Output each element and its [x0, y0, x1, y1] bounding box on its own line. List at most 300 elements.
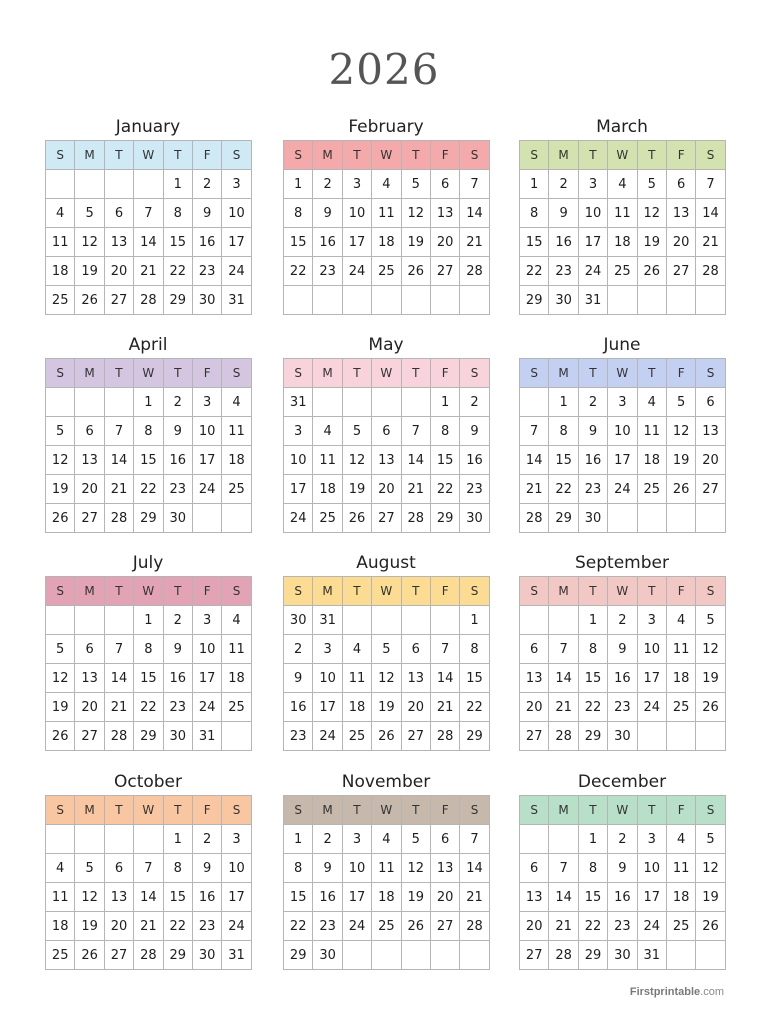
- day-cell: 5: [75, 199, 104, 228]
- day-cell: 11: [46, 883, 75, 912]
- day-cell: 22: [579, 912, 608, 941]
- day-cell: 10: [222, 199, 251, 228]
- day-cell: 20: [105, 257, 134, 286]
- day-cell: 5: [696, 825, 725, 854]
- weekday-header: S: [222, 577, 251, 606]
- day-cell: 27: [431, 912, 460, 941]
- day-cell: 19: [372, 693, 401, 722]
- day-cell: 18: [667, 883, 696, 912]
- year-title: 2026: [328, 45, 440, 94]
- day-cell: 7: [549, 854, 578, 883]
- day-cell: 15: [579, 664, 608, 693]
- day-cell: 23: [164, 693, 193, 722]
- day-cell: 10: [284, 446, 313, 475]
- day-cell: 2: [193, 170, 222, 199]
- day-cell: 12: [343, 446, 372, 475]
- day-cell: 27: [105, 941, 134, 970]
- day-cell: 10: [608, 417, 637, 446]
- month-grid: [519, 795, 726, 970]
- day-cell: 11: [372, 199, 401, 228]
- day-cell: 21: [134, 912, 163, 941]
- day-cell: 14: [460, 199, 489, 228]
- day-cell: 11: [343, 664, 372, 693]
- weekday-header: T: [343, 359, 372, 388]
- day-cell: 20: [667, 228, 696, 257]
- weekday-header: T: [579, 141, 608, 170]
- day-cell: 12: [696, 854, 725, 883]
- day-cell: 1: [460, 606, 489, 635]
- weekday-header: F: [431, 796, 460, 825]
- weekday-header: W: [608, 359, 637, 388]
- day-cell: 8: [460, 635, 489, 664]
- day-cell: 19: [46, 475, 75, 504]
- weekday-header: S: [460, 796, 489, 825]
- day-cell: 17: [193, 446, 222, 475]
- day-cell: 15: [164, 228, 193, 257]
- day-cell: 27: [75, 722, 104, 751]
- day-cell: 27: [431, 257, 460, 286]
- day-cell: 30: [608, 941, 637, 970]
- day-cell: 5: [402, 825, 431, 854]
- empty-cell: [343, 388, 372, 417]
- day-cell: 15: [164, 883, 193, 912]
- day-cell: 8: [164, 854, 193, 883]
- day-cell: 14: [134, 228, 163, 257]
- day-cell: 22: [460, 693, 489, 722]
- day-cell: 2: [313, 170, 342, 199]
- day-cell: 15: [284, 883, 313, 912]
- day-cell: 9: [164, 635, 193, 664]
- day-cell: 9: [284, 664, 313, 693]
- day-cell: 3: [343, 170, 372, 199]
- empty-cell: [222, 722, 251, 751]
- day-cell: 24: [638, 912, 667, 941]
- day-cell: 31: [222, 286, 251, 315]
- day-cell: 28: [402, 504, 431, 533]
- empty-cell: [193, 504, 222, 533]
- day-cell: 4: [313, 417, 342, 446]
- day-cell: 28: [549, 722, 578, 751]
- day-cell: 13: [520, 883, 549, 912]
- day-cell: 1: [579, 825, 608, 854]
- day-cell: 16: [164, 446, 193, 475]
- day-cell: 16: [193, 883, 222, 912]
- day-cell: 31: [284, 388, 313, 417]
- day-cell: 25: [372, 257, 401, 286]
- day-cell: 21: [696, 228, 725, 257]
- day-cell: 2: [284, 635, 313, 664]
- weekday-header: S: [46, 577, 75, 606]
- day-cell: 6: [696, 388, 725, 417]
- day-cell: 30: [193, 286, 222, 315]
- empty-cell: [402, 388, 431, 417]
- day-cell: 19: [696, 664, 725, 693]
- weekday-header: F: [667, 577, 696, 606]
- day-cell: 19: [638, 228, 667, 257]
- weekday-header: S: [520, 577, 549, 606]
- empty-cell: [696, 504, 725, 533]
- day-cell: 12: [667, 417, 696, 446]
- day-cell: 3: [343, 825, 372, 854]
- day-cell: 18: [372, 883, 401, 912]
- day-cell: 4: [608, 170, 637, 199]
- day-cell: 24: [193, 475, 222, 504]
- day-cell: 21: [134, 257, 163, 286]
- day-cell: 29: [431, 504, 460, 533]
- empty-cell: [372, 606, 401, 635]
- day-cell: 25: [222, 693, 251, 722]
- day-cell: 22: [431, 475, 460, 504]
- day-cell: 13: [667, 199, 696, 228]
- day-cell: 11: [608, 199, 637, 228]
- empty-cell: [75, 170, 104, 199]
- day-cell: 3: [222, 170, 251, 199]
- month-grid: [283, 795, 490, 970]
- day-cell: 23: [313, 912, 342, 941]
- day-cell: 27: [696, 475, 725, 504]
- day-cell: 19: [402, 883, 431, 912]
- day-cell: 5: [46, 635, 75, 664]
- day-cell: 6: [402, 635, 431, 664]
- day-cell: 17: [579, 228, 608, 257]
- empty-cell: [313, 388, 342, 417]
- weekday-header: W: [372, 359, 401, 388]
- weekday-header: F: [431, 141, 460, 170]
- day-cell: 26: [402, 257, 431, 286]
- weekday-header: T: [579, 796, 608, 825]
- weekday-header: T: [638, 359, 667, 388]
- day-cell: 21: [431, 693, 460, 722]
- empty-cell: [667, 941, 696, 970]
- day-cell: 10: [193, 635, 222, 664]
- day-cell: 17: [343, 228, 372, 257]
- day-cell: 3: [222, 825, 251, 854]
- day-cell: 11: [638, 417, 667, 446]
- day-cell: 30: [313, 941, 342, 970]
- day-cell: 1: [549, 388, 578, 417]
- day-cell: 31: [222, 941, 251, 970]
- day-cell: 3: [284, 417, 313, 446]
- day-cell: 19: [46, 693, 75, 722]
- day-cell: 1: [134, 388, 163, 417]
- day-cell: 22: [284, 912, 313, 941]
- day-cell: 15: [579, 883, 608, 912]
- weekday-header: S: [520, 359, 549, 388]
- weekday-header: S: [284, 796, 313, 825]
- day-cell: 24: [313, 722, 342, 751]
- day-cell: 8: [284, 199, 313, 228]
- day-cell: 7: [105, 417, 134, 446]
- weekday-header: T: [402, 796, 431, 825]
- day-cell: 19: [75, 912, 104, 941]
- day-cell: 24: [579, 257, 608, 286]
- day-cell: 22: [284, 257, 313, 286]
- month-grid: [519, 358, 726, 533]
- day-cell: 6: [431, 170, 460, 199]
- day-cell: 22: [134, 693, 163, 722]
- empty-cell: [343, 941, 372, 970]
- day-cell: 16: [579, 446, 608, 475]
- day-cell: 14: [520, 446, 549, 475]
- empty-cell: [520, 606, 549, 635]
- day-cell: 19: [343, 475, 372, 504]
- weekday-header: S: [696, 141, 725, 170]
- day-cell: 1: [284, 170, 313, 199]
- day-cell: 20: [402, 693, 431, 722]
- day-cell: 24: [343, 257, 372, 286]
- day-cell: 28: [134, 286, 163, 315]
- day-cell: 20: [431, 883, 460, 912]
- day-cell: 29: [579, 941, 608, 970]
- empty-cell: [460, 941, 489, 970]
- month-grid: [45, 140, 252, 315]
- day-cell: 18: [222, 664, 251, 693]
- month-grid: [45, 795, 252, 970]
- empty-cell: [46, 388, 75, 417]
- day-cell: 17: [193, 664, 222, 693]
- empty-cell: [402, 606, 431, 635]
- day-cell: 14: [696, 199, 725, 228]
- day-cell: 26: [343, 504, 372, 533]
- day-cell: 30: [549, 286, 578, 315]
- day-cell: 31: [638, 941, 667, 970]
- day-cell: 10: [222, 854, 251, 883]
- brand-watermark: [630, 986, 724, 998]
- weekday-header: S: [46, 359, 75, 388]
- day-cell: 8: [134, 635, 163, 664]
- day-cell: 7: [460, 825, 489, 854]
- empty-cell: [696, 941, 725, 970]
- empty-cell: [696, 286, 725, 315]
- day-cell: 18: [667, 664, 696, 693]
- weekday-header: T: [164, 141, 193, 170]
- day-cell: 1: [284, 825, 313, 854]
- weekday-header: M: [313, 141, 342, 170]
- day-cell: 20: [75, 475, 104, 504]
- day-cell: 14: [549, 883, 578, 912]
- day-cell: 22: [134, 475, 163, 504]
- weekday-header: S: [460, 141, 489, 170]
- day-cell: 19: [667, 446, 696, 475]
- weekday-header: F: [193, 796, 222, 825]
- month-title: June: [603, 335, 641, 355]
- month-title: September: [575, 553, 669, 573]
- day-cell: 4: [667, 825, 696, 854]
- day-cell: 16: [460, 446, 489, 475]
- day-cell: 11: [313, 446, 342, 475]
- day-cell: 9: [608, 635, 637, 664]
- empty-cell: [402, 941, 431, 970]
- empty-cell: [222, 504, 251, 533]
- empty-cell: [105, 606, 134, 635]
- month-title: July: [132, 553, 164, 573]
- weekday-header: T: [343, 577, 372, 606]
- empty-cell: [696, 722, 725, 751]
- day-cell: 17: [284, 475, 313, 504]
- day-cell: 3: [193, 606, 222, 635]
- day-cell: 18: [638, 446, 667, 475]
- day-cell: 26: [46, 504, 75, 533]
- weekday-header: W: [134, 577, 163, 606]
- day-cell: 2: [164, 606, 193, 635]
- day-cell: 26: [75, 286, 104, 315]
- empty-cell: [46, 606, 75, 635]
- month-title: May: [368, 335, 404, 355]
- day-cell: 20: [431, 228, 460, 257]
- day-cell: 3: [638, 825, 667, 854]
- day-cell: 12: [46, 446, 75, 475]
- day-cell: 3: [608, 388, 637, 417]
- day-cell: 20: [520, 912, 549, 941]
- day-cell: 23: [608, 912, 637, 941]
- empty-cell: [75, 606, 104, 635]
- weekday-header: F: [667, 796, 696, 825]
- weekday-header: W: [134, 796, 163, 825]
- day-cell: 15: [460, 664, 489, 693]
- empty-cell: [667, 504, 696, 533]
- weekday-header: S: [696, 796, 725, 825]
- day-cell: 2: [579, 388, 608, 417]
- day-cell: 17: [343, 883, 372, 912]
- weekday-header: S: [520, 141, 549, 170]
- empty-cell: [46, 825, 75, 854]
- weekday-header: S: [46, 141, 75, 170]
- day-cell: 10: [343, 199, 372, 228]
- day-cell: 29: [460, 722, 489, 751]
- weekday-header: T: [343, 796, 372, 825]
- day-cell: 27: [402, 722, 431, 751]
- weekday-header: M: [75, 141, 104, 170]
- day-cell: 16: [549, 228, 578, 257]
- weekday-header: T: [402, 359, 431, 388]
- weekday-header: M: [549, 796, 578, 825]
- day-cell: 9: [579, 417, 608, 446]
- day-cell: 26: [372, 722, 401, 751]
- day-cell: 30: [579, 504, 608, 533]
- day-cell: 29: [520, 286, 549, 315]
- day-cell: 27: [372, 504, 401, 533]
- month-title: March: [596, 117, 648, 137]
- day-cell: 5: [696, 606, 725, 635]
- empty-cell: [431, 606, 460, 635]
- weekday-header: W: [134, 141, 163, 170]
- empty-cell: [372, 941, 401, 970]
- empty-cell: [549, 606, 578, 635]
- day-cell: 30: [608, 722, 637, 751]
- day-cell: 1: [520, 170, 549, 199]
- weekday-header: W: [608, 577, 637, 606]
- weekday-header: W: [608, 796, 637, 825]
- day-cell: 16: [284, 693, 313, 722]
- weekday-header: T: [343, 141, 372, 170]
- day-cell: 25: [313, 504, 342, 533]
- day-cell: 25: [46, 941, 75, 970]
- day-cell: 25: [46, 286, 75, 315]
- day-cell: 20: [696, 446, 725, 475]
- day-cell: 21: [460, 228, 489, 257]
- day-cell: 23: [460, 475, 489, 504]
- weekday-header: M: [75, 796, 104, 825]
- day-cell: 11: [667, 854, 696, 883]
- weekday-header: W: [372, 577, 401, 606]
- day-cell: 20: [75, 693, 104, 722]
- day-cell: 7: [520, 417, 549, 446]
- day-cell: 22: [579, 693, 608, 722]
- day-cell: 13: [75, 664, 104, 693]
- day-cell: 17: [222, 883, 251, 912]
- weekday-header: S: [284, 577, 313, 606]
- weekday-header: T: [579, 577, 608, 606]
- empty-cell: [460, 286, 489, 315]
- day-cell: 4: [222, 606, 251, 635]
- day-cell: 11: [222, 635, 251, 664]
- weekday-header: W: [372, 141, 401, 170]
- day-cell: 23: [313, 257, 342, 286]
- day-cell: 18: [343, 693, 372, 722]
- day-cell: 6: [75, 417, 104, 446]
- day-cell: 14: [460, 854, 489, 883]
- day-cell: 29: [164, 941, 193, 970]
- day-cell: 19: [75, 257, 104, 286]
- weekday-header: T: [105, 577, 134, 606]
- day-cell: 8: [549, 417, 578, 446]
- day-cell: 17: [608, 446, 637, 475]
- day-cell: 18: [313, 475, 342, 504]
- weekday-header: W: [134, 359, 163, 388]
- day-cell: 10: [193, 417, 222, 446]
- weekday-header: T: [638, 141, 667, 170]
- day-cell: 21: [105, 475, 134, 504]
- day-cell: 11: [667, 635, 696, 664]
- day-cell: 26: [696, 912, 725, 941]
- empty-cell: [667, 286, 696, 315]
- day-cell: 18: [222, 446, 251, 475]
- day-cell: 5: [638, 170, 667, 199]
- day-cell: 31: [579, 286, 608, 315]
- day-cell: 13: [431, 199, 460, 228]
- weekday-header: S: [696, 577, 725, 606]
- month-title: August: [356, 553, 416, 573]
- day-cell: 24: [222, 257, 251, 286]
- weekday-header: T: [579, 359, 608, 388]
- day-cell: 12: [75, 228, 104, 257]
- day-cell: 31: [313, 606, 342, 635]
- day-cell: 18: [608, 228, 637, 257]
- day-cell: 14: [431, 664, 460, 693]
- day-cell: 25: [638, 475, 667, 504]
- day-cell: 16: [608, 883, 637, 912]
- day-cell: 29: [134, 504, 163, 533]
- empty-cell: [638, 286, 667, 315]
- day-cell: 10: [343, 854, 372, 883]
- day-cell: 2: [313, 825, 342, 854]
- day-cell: 28: [520, 504, 549, 533]
- day-cell: 26: [638, 257, 667, 286]
- day-cell: 27: [520, 722, 549, 751]
- weekday-header: M: [75, 359, 104, 388]
- empty-cell: [608, 504, 637, 533]
- empty-cell: [638, 504, 667, 533]
- day-cell: 11: [46, 228, 75, 257]
- day-cell: 25: [343, 722, 372, 751]
- month-grid: [283, 358, 490, 533]
- day-cell: 24: [638, 693, 667, 722]
- day-cell: 14: [402, 446, 431, 475]
- day-cell: 18: [46, 912, 75, 941]
- weekday-header: S: [696, 359, 725, 388]
- month-grid: [45, 576, 252, 751]
- day-cell: 9: [193, 854, 222, 883]
